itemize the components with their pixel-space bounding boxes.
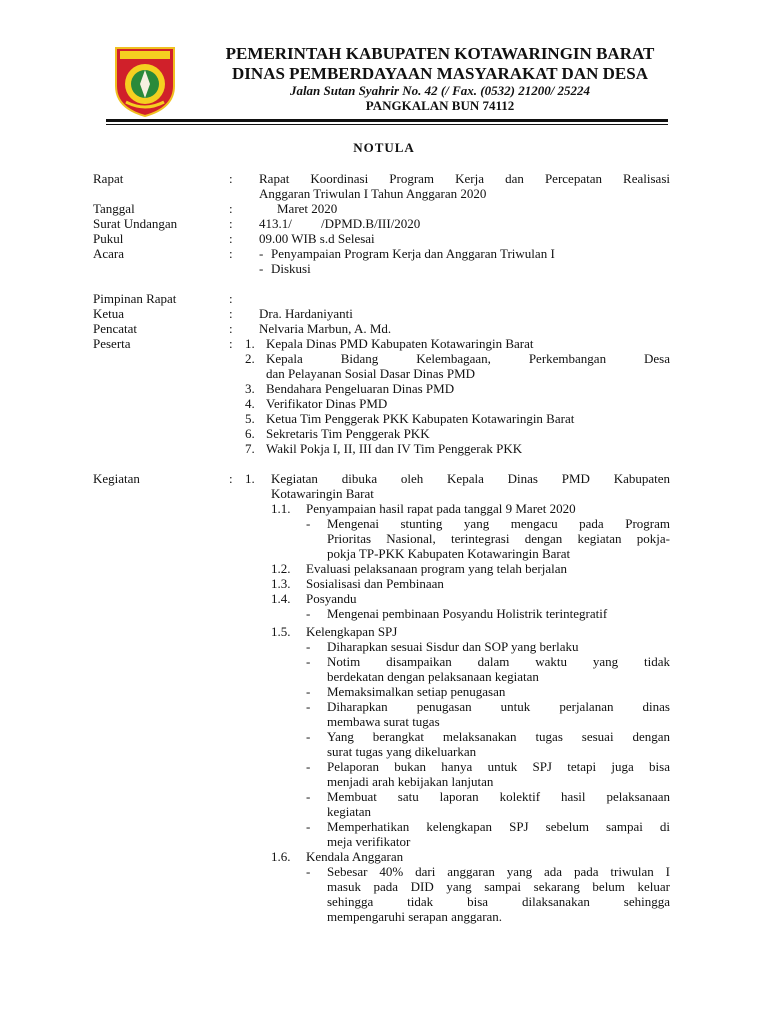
list-number: 2. — [245, 351, 255, 366]
subitem-1-4-bullet: Mengenai pembinaan Posyandu Holistrik terintegratif — [327, 606, 608, 621]
row-peserta-6 — [93, 426, 673, 441]
subitem-1-5-bullet-2-line2: berdekatan dengan pelaksanaan kegiatan — [327, 669, 539, 684]
letterhead-rule-thin — [106, 124, 668, 125]
subitem-1-6-bullet-line3: sehingga tidak bisa dilaksanakan sehingga — [327, 894, 670, 909]
pencatat-label: Pencatat — [93, 321, 138, 336]
peserta-item: Verifikator Dinas PMD — [266, 396, 388, 411]
subitem-1-5-bullet-4-line1: Diharapkan penugasan untuk perjalanan dinas — [327, 699, 670, 714]
list-number: 5. — [245, 411, 255, 426]
subitem-1-1-bullet-line2: Prioritas Nasional, terintegrasi dengan kegiatan pokja- — [327, 531, 670, 546]
subitem-1-5: Kelengkapan SPJ — [306, 624, 398, 639]
bullet-dash: - — [306, 684, 311, 699]
subitem-1-1-bullet-line1: Mengenai stunting yang mengacu pada Program — [327, 516, 670, 531]
bullet-dash: - — [306, 516, 311, 531]
subitem-number: 1.6. — [271, 849, 291, 864]
subitem-1-5-bullet-8-line2: meja verifikator — [327, 834, 411, 849]
subitem-number: 1.3. — [271, 576, 291, 591]
colon: : — [229, 306, 233, 321]
subitem-1-5-bullet-3: Memaksimalkan setiap penugasan — [327, 684, 506, 699]
bullet-dash: - — [259, 261, 264, 276]
subitem-1-5-bullet-5-line2: surat tugas yang dikeluarkan — [327, 744, 477, 759]
list-number: 3. — [245, 381, 255, 396]
row-peserta-2 — [93, 351, 673, 366]
peserta-item: Ketua Tim Penggerak PKK Kabupaten Kotawaringin Barat — [266, 411, 575, 426]
bullet-dash: - — [259, 246, 264, 261]
peserta-item: Kepala Bidang Kelembagaan, Perkembangan Desa — [266, 351, 670, 366]
subitem-1-6-bullet-line4: mempengaruhi serapan anggaran. — [327, 909, 503, 924]
row-tanggal — [93, 201, 673, 216]
row-peserta-4 — [93, 396, 673, 411]
list-number: 1. — [245, 336, 255, 351]
pukul-label: Pukul — [93, 231, 124, 246]
colon: : — [229, 246, 233, 261]
list-number: 7. — [245, 441, 255, 456]
subitem-1-5-bullet-5-line1: Yang berangkat melaksanakan tugas sesuai dengan — [327, 729, 670, 744]
peserta-item-cont: dan Pelayanan Sosial Dasar Dinas PMD — [266, 366, 476, 381]
colon: : — [229, 201, 233, 216]
subitem-1-6: Kendala Anggaran — [306, 849, 404, 864]
document-title: NOTULA — [353, 140, 415, 155]
list-number: 4. — [245, 396, 255, 411]
rapat-value-line1: Rapat Koordinasi Program Kerja dan Percepatan Realisasi — [259, 171, 670, 186]
bullet-dash: - — [306, 864, 311, 879]
subitem-1-5-bullet-2-line1: Notim disampaikan dalam waktu yang tidak — [327, 654, 670, 669]
row-rapat — [93, 171, 673, 186]
bullet-dash: - — [306, 789, 311, 804]
subitem-1-5-bullet-1: Diharapkan sesuai Sisdur dan SOP yang berlaku — [327, 639, 579, 654]
colon: : — [229, 171, 233, 186]
pukul-value: 09.00 WIB s.d Selesai — [259, 231, 375, 246]
colon: : — [229, 231, 233, 246]
kegiatan-item-line1: Kegiatan dibuka oleh Kepala Dinas PMD Kabupaten — [271, 471, 670, 486]
colon: : — [229, 336, 233, 351]
peserta-item: Wakil Pokja I, II, III dan IV Tim Penggerak PKK — [266, 441, 523, 456]
subitem-1-3: Sosialisasi dan Pembinaan — [306, 576, 444, 591]
bullet-dash: - — [306, 654, 311, 669]
acara-label: Acara — [93, 246, 125, 261]
colon: : — [229, 291, 233, 306]
colon: : — [229, 321, 233, 336]
row-surat-undangan — [93, 216, 673, 231]
letterhead-rule-thick — [106, 119, 668, 122]
list-number: 6. — [245, 426, 255, 441]
peserta-item: Sekretaris Tim Penggerak PKK — [266, 426, 430, 441]
row-pencatat — [93, 321, 673, 336]
letterhead-line2: DINAS PEMBERDAYAAN MASYARAKAT DAN DESA — [232, 64, 648, 83]
colon: : — [229, 216, 233, 231]
kegiatan-item-line2: Kotawaringin Barat — [271, 486, 374, 501]
subitem-1-1: Penyampaian hasil rapat pada tanggal 9 Maret 2020 — [306, 501, 576, 516]
subitem-1-6-bullet-line1: Sebesar 40% dari anggaran yang ada pada triwulan I — [327, 864, 670, 879]
row-pukul — [93, 231, 673, 246]
tanggal-value: Maret 2020 — [277, 201, 338, 216]
pimpinan-label: Pimpinan Rapat — [93, 291, 177, 306]
subitem-1-5-bullet-7-line2: kegiatan — [327, 804, 372, 819]
letterhead-address: Jalan Sutan Syahrir No. 42 (/ Fax. (0532) 21200/ 25224 — [289, 83, 591, 98]
subitem-1-6-bullet-line2: masuk pada DID yang sampai sekarang belum keluar — [327, 879, 670, 894]
list-number: 1. — [245, 471, 255, 486]
row-kegiatan — [93, 471, 673, 486]
subitem-number: 1.1. — [271, 501, 291, 516]
subitem-number: 1.5. — [271, 624, 291, 639]
ketua-value: Dra. Hardaniyanti — [259, 306, 353, 321]
surat-label: Surat Undangan — [93, 216, 178, 231]
acara-item-2: Diskusi — [271, 261, 311, 276]
row-pimpinan-rapat — [93, 291, 673, 306]
subitem-number: 1.2. — [271, 561, 291, 576]
surat-number: 413.1/ — [259, 216, 292, 231]
bullet-dash: - — [306, 759, 311, 774]
peserta-item: Kepala Dinas PMD Kabupaten Kotawaringin Barat — [266, 336, 534, 351]
row-acara-2 — [93, 261, 673, 276]
bullet-dash: - — [306, 699, 311, 714]
surat-reference: /DPMD.B/III/2020 — [321, 216, 421, 231]
subitem-1-5-bullet-6-line1: Pelaporan bukan hanya untuk SPJ tetapi juga bisa — [327, 759, 670, 774]
tanggal-label: Tanggal — [93, 201, 135, 216]
bullet-dash: - — [306, 639, 311, 654]
row-peserta-7 — [93, 441, 673, 456]
rapat-value-line2: Anggaran Triwulan I Tahun Anggaran 2020 — [259, 186, 487, 201]
row-acara — [93, 246, 673, 261]
kegiatan-label: Kegiatan — [93, 471, 140, 486]
regency-crest-logo-icon — [112, 42, 178, 118]
bullet-dash: - — [306, 819, 311, 834]
bullet-dash: - — [306, 606, 311, 621]
row-ketua — [93, 306, 673, 321]
row-peserta-5 — [93, 411, 673, 426]
peserta-label: Peserta — [93, 336, 131, 351]
letterhead-line1: PEMERINTAH KABUPATEN KOTAWARINGIN BARAT — [225, 44, 655, 63]
pencatat-value: Nelvaria Marbun, A. Md. — [259, 321, 392, 336]
rapat-label: Rapat — [93, 171, 124, 186]
subitem-1-5-bullet-7-line1: Membuat satu laporan kolektif hasil pelaksanaan — [327, 789, 670, 804]
subitem-1-1-bullet-line3: pokja TP-PKK Kabupaten Kotawaringin Barat — [327, 546, 571, 561]
ketua-label: Ketua — [93, 306, 125, 321]
letterhead-city: PANGKALAN BUN 74112 — [365, 98, 515, 113]
bullet-dash: - — [306, 729, 311, 744]
subitem-number: 1.4. — [271, 591, 291, 606]
row-peserta — [93, 336, 673, 351]
peserta-item: Bendahara Pengeluaran Dinas PMD — [266, 381, 455, 396]
subitem-1-5-bullet-4-line2: membawa surat tugas — [327, 714, 440, 729]
subitem-1-5-bullet-6-line2: menjadi arah kebijakan lanjutan — [327, 774, 494, 789]
subitem-1-2: Evaluasi pelaksanaan program yang telah berjalan — [306, 561, 567, 576]
subitem-1-5-bullet-8-line1: Memperhatikan kelengkapan SPJ sebelum sampai di — [327, 819, 670, 834]
subitem-1-4: Posyandu — [306, 591, 357, 606]
acara-item-1: Penyampaian Program Kerja dan Anggaran Triwulan I — [271, 246, 555, 261]
colon: : — [229, 471, 233, 486]
row-peserta-3 — [93, 381, 673, 396]
